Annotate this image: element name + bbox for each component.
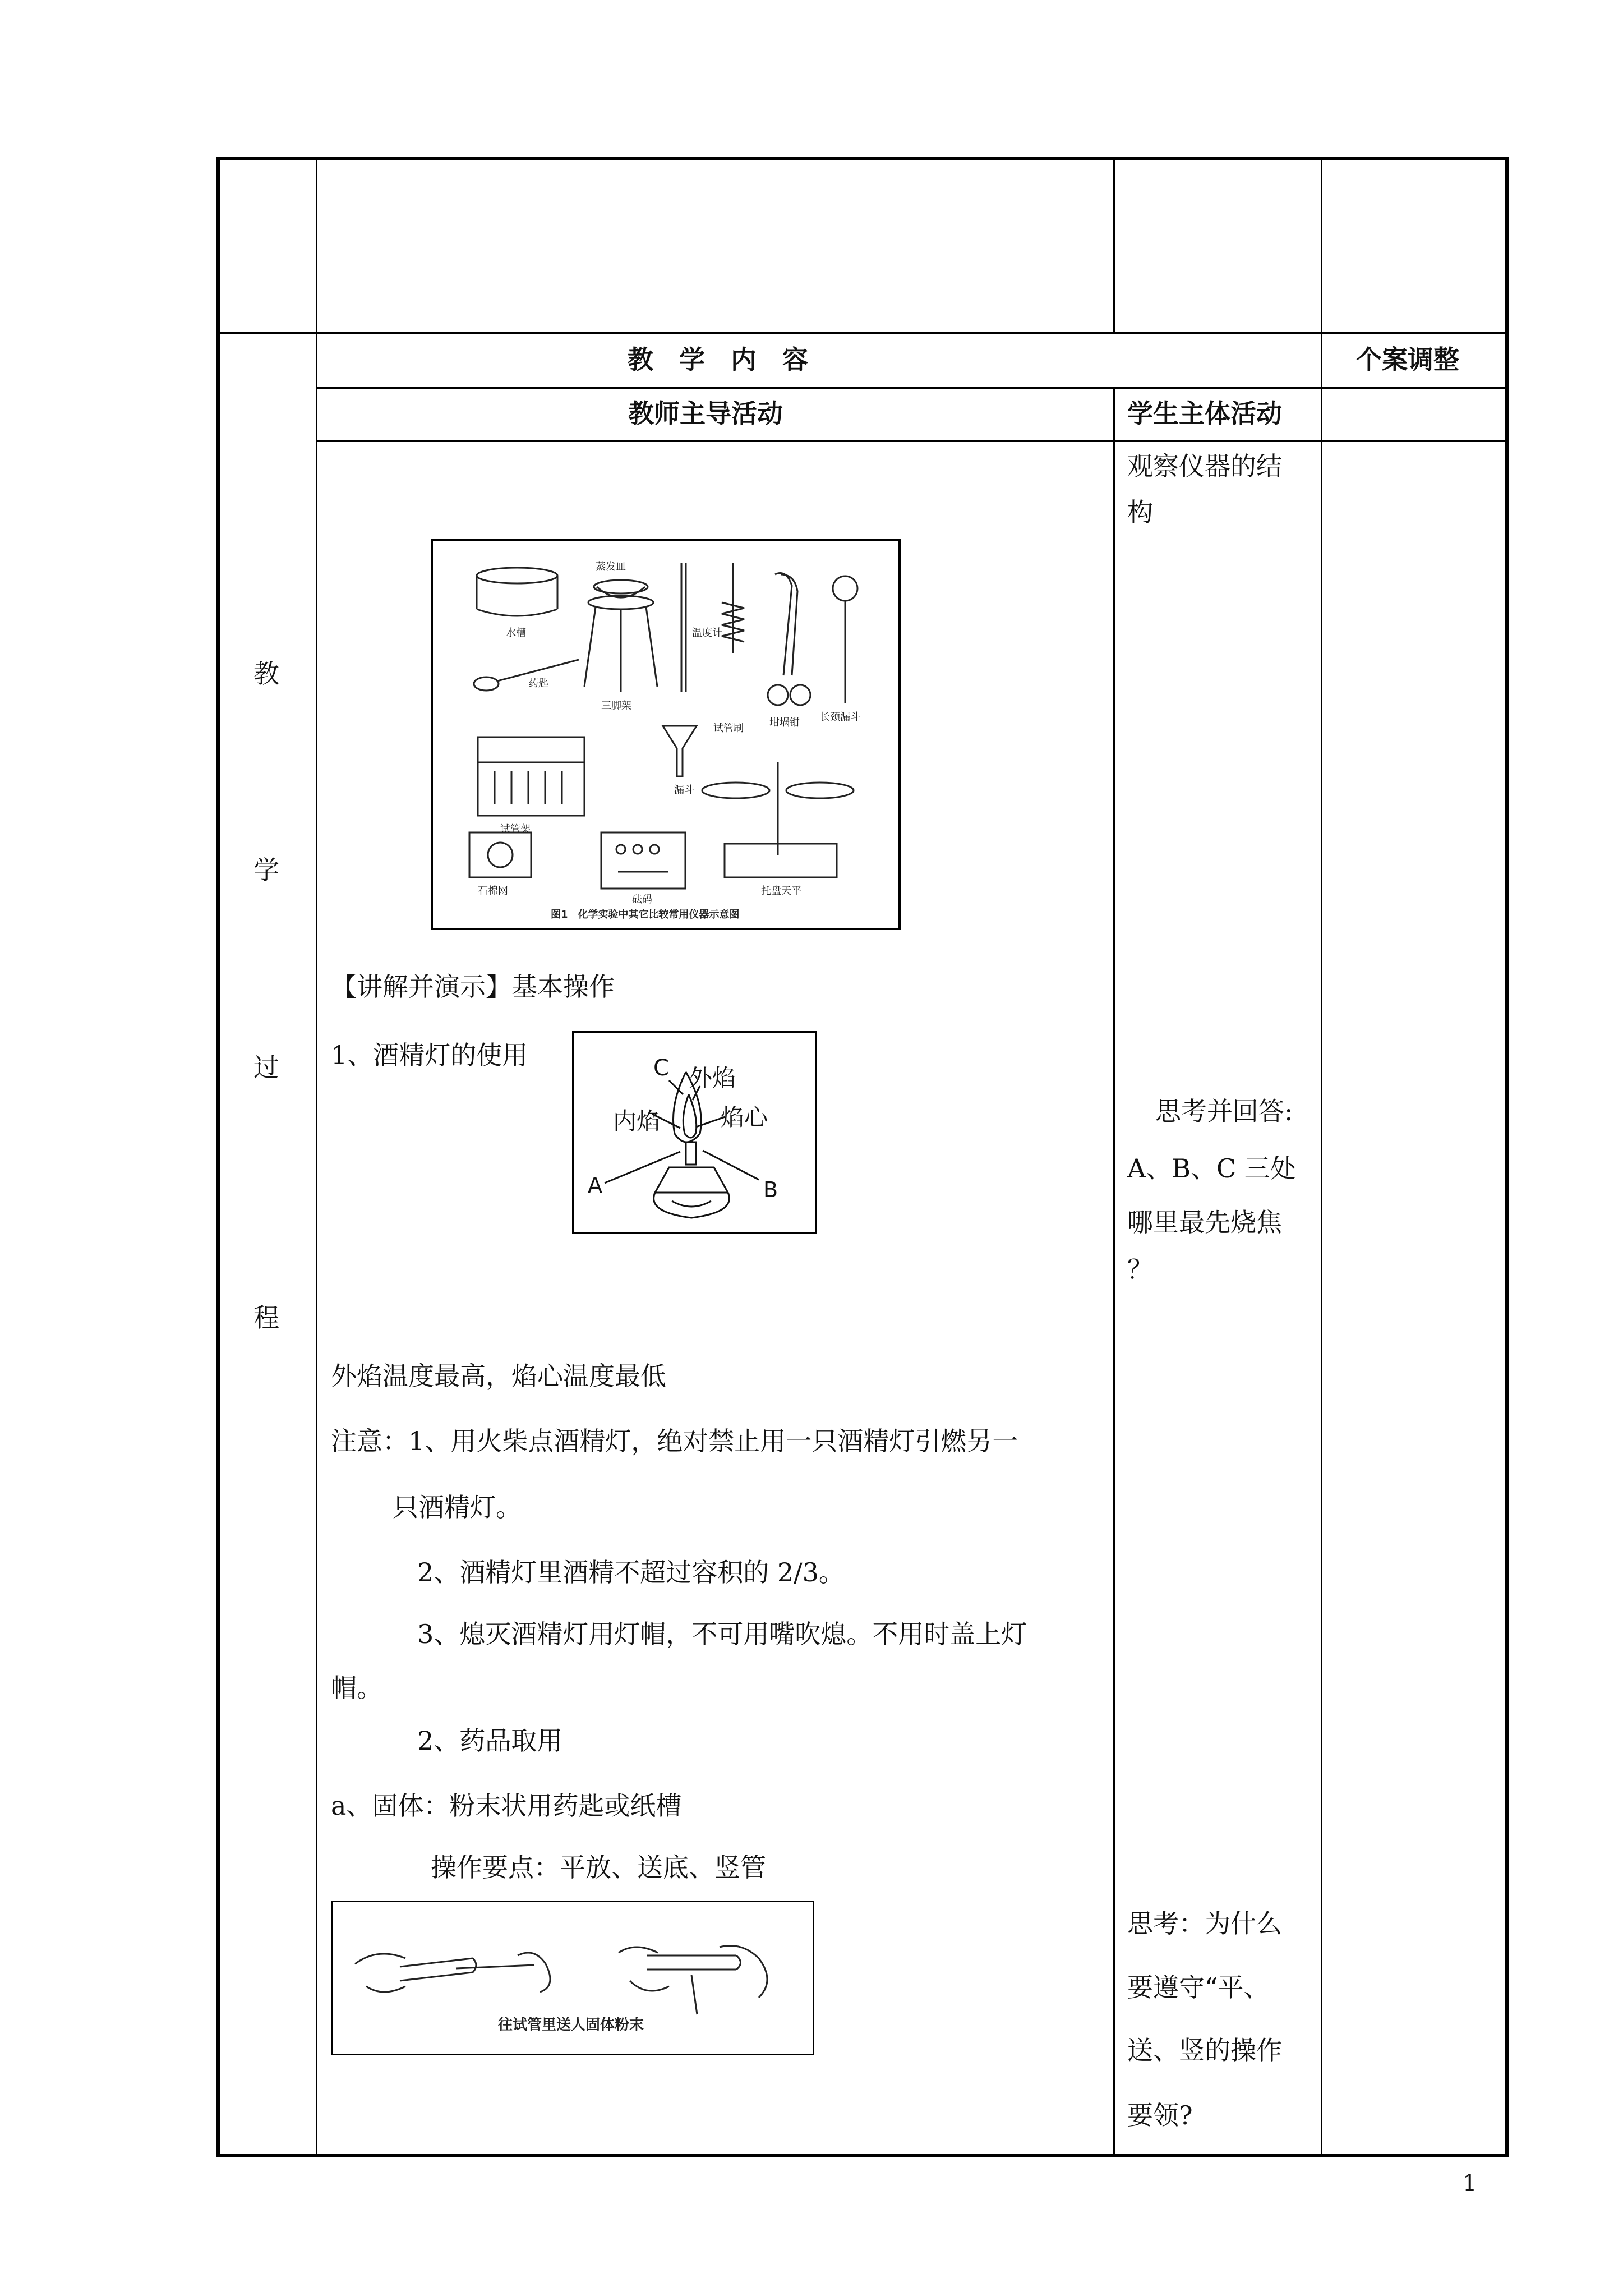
left-label-char-1: 教	[253, 659, 279, 689]
header-adjust: 个案调整	[1356, 344, 1459, 375]
table-border-left	[216, 157, 220, 2157]
note2: 2、酒精灯里酒精不超过容积的 2/3。	[417, 1557, 845, 1588]
demo-heading: 【讲解并演示】基本操作	[331, 972, 615, 1002]
note1-line1: 注意：1、用火柴点酒精灯，绝对禁止用一只酒精灯引燃另一	[331, 1426, 1018, 1456]
powder-figure-caption: 往试管里送人固体粉末	[498, 2017, 644, 2033]
table-border-bottom	[216, 2154, 1509, 2157]
alcohol-lamp-figure	[572, 1031, 817, 1234]
student-why-line2: 要遵守“平、	[1127, 1972, 1270, 2003]
note3-line1: 3、熄灭酒精灯用灯帽，不可用嘴吹熄。不用时盖上灯	[417, 1619, 1027, 1649]
label-water-trough: 水槽	[506, 627, 526, 639]
note1-line2: 只酒精灯。	[393, 1492, 522, 1522]
col-divider-2b	[1113, 387, 1115, 2157]
col-divider-1	[316, 157, 317, 2157]
label-funnel: 漏斗	[674, 784, 694, 796]
student-why-line4: 要领?	[1127, 2100, 1193, 2131]
page-number: 1	[1463, 2170, 1477, 2196]
apparatus-figure-caption: 图1 化学实验中其它比较常用仪器示意图	[551, 909, 740, 921]
flame-label-outer: 外焰	[689, 1064, 736, 1092]
powder-insert-figure	[331, 1901, 814, 2055]
left-label-char-2: 学	[253, 855, 279, 885]
label-spoon: 药匙	[528, 678, 548, 689]
left-label-char-3: 过	[253, 1052, 279, 1083]
student-observe-line1: 观察仪器的结	[1127, 451, 1282, 481]
label-balance: 托盘天平	[761, 885, 801, 897]
col-divider-3	[1321, 157, 1322, 2157]
table-border-top	[216, 157, 1509, 160]
student-think-q2: 哪里最先烧焦	[1127, 1207, 1282, 1237]
flame-temperature-note: 外焰温度最高，焰心温度最低	[331, 1361, 666, 1391]
student-why-line3: 送、竖的操作	[1127, 2035, 1282, 2065]
solid-reagent: a、固体：粉末状用药匙或纸槽	[331, 1791, 682, 1821]
student-observe-line2: 构	[1127, 497, 1153, 527]
flame-label-a: A	[588, 1173, 602, 1198]
label-gauze: 石棉网	[478, 885, 508, 897]
flame-label-b: B	[763, 1177, 778, 1202]
item1-alcohol-lamp: 1、酒精灯的使用	[331, 1040, 528, 1070]
label-test-tube-rack: 试管架	[500, 823, 531, 835]
note3-line2: 帽。	[331, 1673, 382, 1703]
row-divider-3	[316, 440, 1509, 442]
left-label-char-4: 程	[253, 1303, 279, 1333]
table-border-right	[1505, 157, 1509, 2157]
row-divider-1	[216, 332, 1509, 334]
label-weights: 砝码	[632, 894, 652, 905]
label-test-tube-brush: 试管刷	[713, 723, 744, 734]
label-crucible-tongs: 坩埚钳	[769, 717, 800, 729]
col-divider-2a	[1113, 157, 1115, 334]
student-think-q3: ？	[1127, 1254, 1153, 1285]
flame-label-inner: 内焰	[613, 1107, 661, 1135]
item2-reagent-use: 2、药品取用	[417, 1726, 563, 1756]
label-long-neck-funnel: 长颈漏斗	[820, 711, 860, 723]
student-think-q1: A、B、C 三处	[1127, 1153, 1296, 1184]
label-evaporating-dish: 蒸发皿	[596, 561, 626, 573]
header-teacher-activity: 教师主导活动	[628, 398, 783, 429]
student-why-line1: 思考：为什么	[1127, 1908, 1282, 1939]
header-content: 教 学 内 容	[628, 344, 808, 375]
key-points: 操作要点：平放、送底、竖管	[431, 1852, 766, 1883]
flame-label-core: 焰心	[721, 1103, 768, 1131]
header-student-activity: 学生主体活动	[1127, 398, 1282, 429]
label-tripod: 三脚架	[601, 700, 631, 712]
apparatus-figure	[431, 539, 901, 930]
flame-label-c: C	[653, 1055, 669, 1081]
student-think-heading: 思考并回答:	[1155, 1096, 1293, 1126]
label-thermometer: 温度计	[692, 627, 722, 639]
row-divider-2	[316, 387, 1509, 389]
